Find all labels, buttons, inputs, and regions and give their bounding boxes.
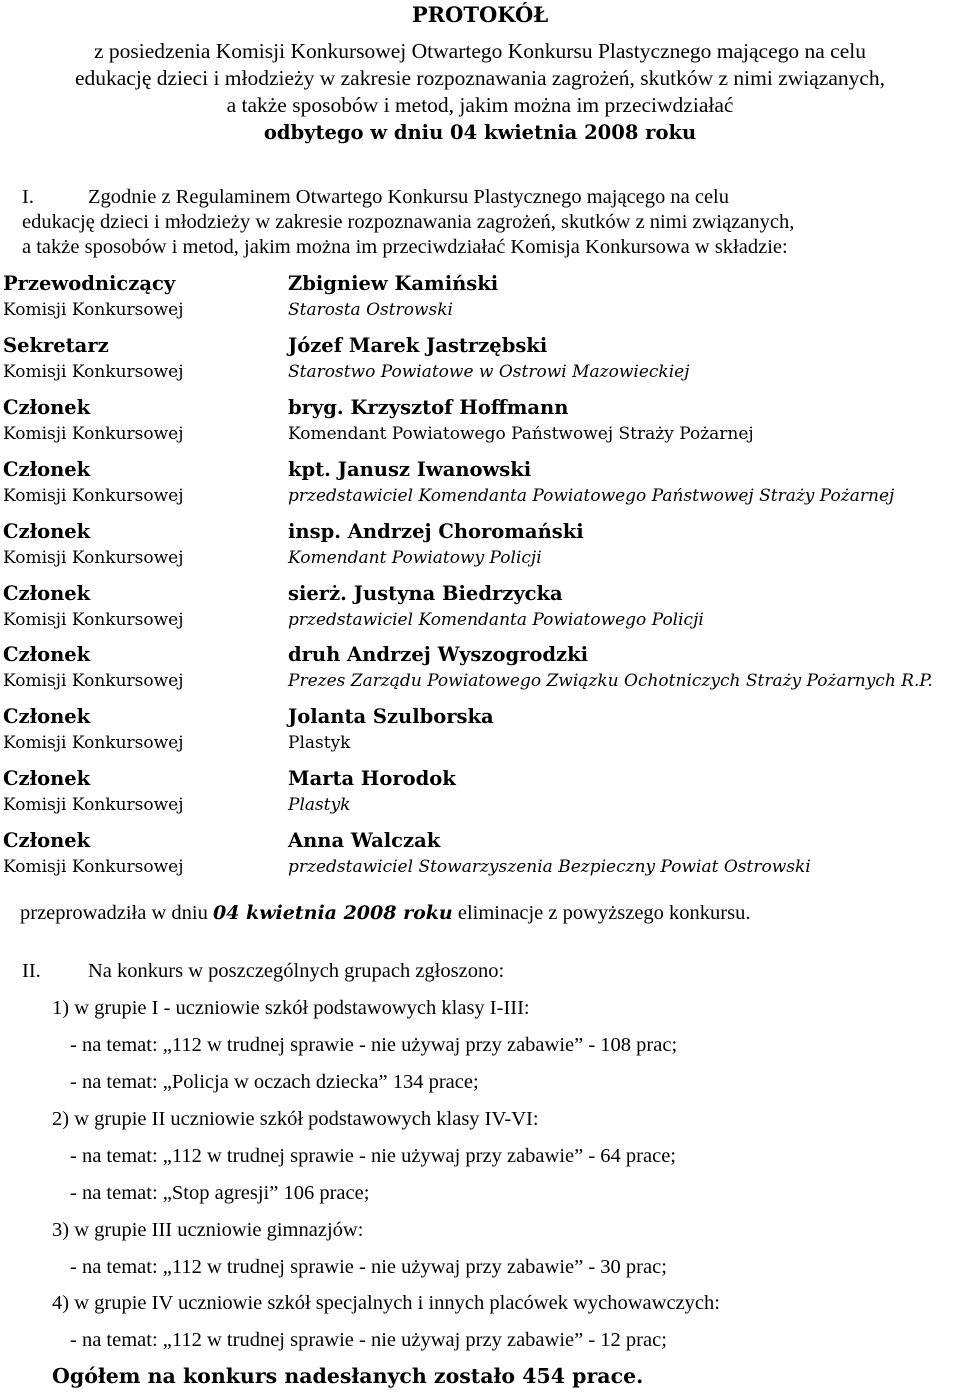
group-line: 3) w grupie III uczniowie gimnazjów: — [52, 1219, 364, 1241]
member-description: Plastyk — [288, 733, 351, 754]
member-description: Prezes Zarządu Powiatowego Związku Ochotniczych Straży Pożarnych R.P. — [288, 671, 933, 692]
topic-line: - na temat: „112 w trudnej sprawie - nie używaj przy zabawie” - 12 prac; — [70, 1329, 667, 1351]
member-role-subtitle: Komisji Konkursowej — [3, 671, 184, 692]
member-description: przedstawiciel Komendanta Powiatowego Policji — [288, 609, 704, 630]
total-entries: Ogółem na konkurs nadesłanych zostało 454 prace. — [52, 1364, 644, 1388]
section-one — [22, 185, 958, 260]
member-description: Komendant Powiatowego Państwowej Straży Pożarnej — [288, 423, 754, 444]
member-role: Członek — [3, 705, 91, 729]
conducted-date: 04 kwietnia 2008 roku — [212, 902, 453, 924]
member-role: Członek — [3, 457, 91, 481]
subtitle-line: z posiedzenia Komisji Konkursowej Otwartego Konkursu Plastycznego mającego na celu — [94, 39, 866, 63]
member-name: Jolanta Szulborska — [288, 705, 494, 729]
member-row — [0, 705, 960, 767]
section-number: II. — [22, 960, 41, 982]
member-role-subtitle: Komisji Konkursowej — [3, 733, 184, 754]
member-description: przedstawiciel Stowarzyszenia Bezpieczny Powiat Ostrowski — [288, 857, 811, 878]
meeting-date: odbytego w dniu 04 kwietnia 2008 roku — [263, 121, 697, 144]
member-row — [0, 272, 960, 334]
member-row — [0, 582, 960, 644]
group-line: 1) w grupie I - uczniowie szkół podstawowych klasy I-III: — [52, 997, 530, 1019]
member-row — [0, 520, 960, 582]
member-role: Przewodniczący — [3, 272, 176, 295]
topic-line: - na temat: „112 w trudnej sprawie - nie używaj przy zabawie” - 108 prac; — [70, 1034, 678, 1056]
member-role-subtitle: Komisji Konkursowej — [3, 361, 184, 382]
member-name: druh Andrzej Wyszogrodzki — [288, 643, 588, 667]
member-role: Członek — [3, 767, 91, 791]
member-role-subtitle: Komisji Konkursowej — [3, 485, 184, 506]
member-name: kpt. Janusz Iwanowski — [288, 457, 532, 481]
topic-line: - na temat: „Stop agresji” 106 prace; — [70, 1182, 370, 1204]
member-row — [0, 334, 960, 396]
section-two-heading — [22, 960, 504, 983]
member-role-subtitle: Komisji Konkursowej — [3, 547, 184, 568]
member-name: Zbigniew Kamiński — [288, 272, 499, 295]
member-role: Członek — [3, 581, 91, 605]
subtitle-line: edukację dzieci i młodzieży w zakresie rozpoznawania zagrożeń, skutków z nimi związanych, — [74, 66, 886, 90]
section-line: Zgodnie z Regulaminem Otwartego Konkursu Plastycznego mającego na celu — [88, 186, 729, 208]
member-row — [0, 458, 960, 520]
member-row — [0, 829, 960, 891]
member-description: Starosta Ostrowski — [288, 300, 453, 320]
member-role-subtitle: Komisji Konkursowej — [3, 609, 184, 630]
member-name: Anna Walczak — [288, 829, 441, 853]
member-role-subtitle: Komisji Konkursowej — [3, 795, 184, 816]
member-role: Sekretarz — [3, 333, 109, 357]
member-role: Członek — [3, 643, 91, 667]
document-subtitle — [0, 38, 960, 146]
member-role: Członek — [3, 829, 91, 853]
member-description: przedstawiciel Komendanta Powiatowego Państwowej Straży Pożarnej — [288, 485, 895, 506]
member-role-subtitle: Komisji Konkursowej — [3, 857, 184, 878]
member-name: sierż. Justyna Biedrzycka — [288, 581, 563, 605]
topic-line: - na temat: „112 w trudnej sprawie - nie używaj przy zabawie” - 30 prac; — [70, 1256, 667, 1278]
member-name: Józef Marek Jastrzębski — [288, 333, 548, 357]
member-row — [0, 396, 960, 458]
section-line: a także sposobów i metod, jakim można im przeciwdziałać Komisja Konkursowa w składzie: — [22, 236, 788, 258]
member-description: Komendant Powiatowy Policji — [288, 547, 542, 568]
topic-line: - na temat: „112 w trudnej sprawie - nie używaj przy zabawie” - 64 prace; — [70, 1145, 677, 1167]
member-role: Członek — [3, 395, 91, 419]
member-role-subtitle: Komisji Konkursowej — [3, 423, 184, 444]
member-description: Plastyk — [288, 795, 351, 816]
document-title: PROTOKÓŁ — [411, 2, 549, 27]
conducted-text: przeprowadziła w dniu — [20, 902, 213, 924]
topic-line: - na temat: „Policja w oczach dziecka” 134 prace; — [70, 1071, 479, 1093]
member-row — [0, 767, 960, 829]
group-line: 4) w grupie IV uczniowie szkół specjalnych i innych placówek wychowawczych: — [52, 1292, 720, 1314]
member-role-subtitle: Komisji Konkursowej — [3, 300, 184, 320]
conducted-text: eliminacje z powyższego konkursu. — [452, 902, 751, 924]
member-name: insp. Andrzej Choromański — [288, 519, 584, 543]
conducted-statement — [20, 902, 750, 925]
section-line: edukację dzieci i młodzieży w zakresie rozpoznawania zagrożeń, skutków z nimi związanych, — [22, 211, 795, 233]
section-number: I. — [22, 186, 34, 208]
section-intro: Na konkurs w poszczególnych grupach zgłoszono: — [88, 960, 505, 982]
member-row — [0, 643, 960, 705]
member-name: bryg. Krzysztof Hoffmann — [288, 395, 569, 419]
group-line: 2) w grupie II uczniowie szkół podstawowych klasy IV-VI: — [52, 1108, 539, 1130]
subtitle-line: a także sposobów i metod, jakim można im przeciwdziałać — [226, 93, 734, 117]
member-description: Starostwo Powiatowe w Ostrowi Mazowieckiej — [288, 361, 690, 382]
member-role: Członek — [3, 519, 91, 543]
member-name: Marta Horodok — [288, 767, 456, 791]
